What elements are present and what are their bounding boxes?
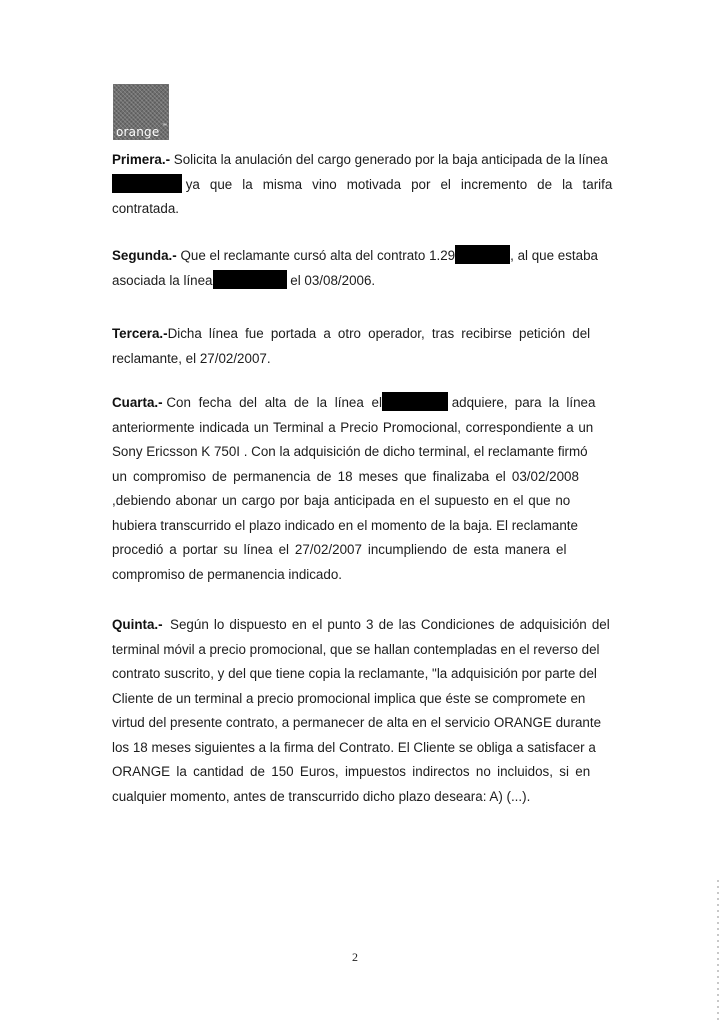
text-line xyxy=(112,269,606,294)
redaction-box xyxy=(382,392,448,411)
scan-edge-marks xyxy=(717,880,719,1020)
text-line xyxy=(112,347,606,372)
text-run: Que el reclamante cursó alta del contrato 1.29 xyxy=(180,248,456,263)
paragraph-quinta xyxy=(112,613,610,809)
text-line xyxy=(112,465,606,490)
text-line xyxy=(112,416,606,441)
text-run: los 18 meses siguientes a la firma del Contrato. El Cliente se obliga a satisfacer a xyxy=(112,739,596,755)
text-run: cualquier momento, antes de transcurrido dicho plazo deseara: A) (...). xyxy=(112,788,531,804)
page-number: 2 xyxy=(352,950,358,964)
text-run: , al que estaba xyxy=(510,248,598,263)
orange-logo xyxy=(113,84,169,140)
text-line xyxy=(112,711,606,736)
paragraph-tercera xyxy=(112,322,606,371)
text-run: un compromiso de permanencia de 18 meses que finalizaba el 03/02/2008 xyxy=(112,468,579,484)
text-run: Con fecha del alta de la línea el xyxy=(166,395,382,410)
text-line xyxy=(112,148,606,173)
text-run: ORANGE la cantidad de 150 Euros, impuestos indirectos no incluidos, si en xyxy=(112,764,591,779)
text-line xyxy=(112,563,606,588)
text-line xyxy=(112,538,606,563)
text-run: ,debiendo abonar un cargo por baja anticipada en el supuesto en el que no xyxy=(112,493,571,508)
text-run: Sony Ericsson K 750I . Con la adquisición de dicho terminal, el reclamante firmó xyxy=(112,444,588,459)
paragraph-lead: Cuarta.- xyxy=(112,395,163,410)
redaction-box xyxy=(112,174,182,193)
text-line xyxy=(112,391,606,416)
text-run: Solicita la anulación del cargo generado por la baja anticipada de la línea xyxy=(173,152,608,167)
text-run: compromiso de permanencia indicado. xyxy=(112,566,342,582)
text-line xyxy=(112,489,606,514)
paragraph-lead: Quinta.- xyxy=(112,617,163,632)
text-line xyxy=(112,173,613,198)
text-line xyxy=(112,736,606,761)
text-line xyxy=(112,785,606,810)
text-run: Según lo dispuesto en el punto 3 de las Condiciones de adquisición del xyxy=(170,617,610,632)
text-run: procedió a portar su línea el 27/02/2007 incumpliendo de esta manera el xyxy=(112,542,567,557)
text-run: adquiere, para la línea xyxy=(451,395,596,410)
text-line xyxy=(112,687,606,712)
text-run: virtud del presente contrato, a permanecer de alta en el servicio ORANGE durante xyxy=(112,715,602,730)
text-line xyxy=(112,662,606,687)
text-run: contrato suscrito, y del que tiene copia la reclamante, "la adquisición por parte del xyxy=(112,666,597,681)
text-line xyxy=(112,613,610,638)
redaction-box xyxy=(213,270,287,289)
text-run: Cliente de un terminal a precio promocional implica que éste se compromete en xyxy=(112,690,586,706)
paragraph-lead: Tercera.- xyxy=(112,326,168,341)
redaction-box xyxy=(455,245,510,264)
trademark-mark: ™ xyxy=(162,123,167,129)
text-line xyxy=(112,638,606,663)
orange-logo-text: orange xyxy=(116,125,160,139)
text-run: ya que la misma vino motivada por el incremento de la tarifa xyxy=(185,176,613,192)
text-run: anteriormente indicada un Terminal a Precio Promocional, correspondiente a un xyxy=(112,419,594,435)
paragraph-segunda xyxy=(112,244,606,293)
text-run: terminal móvil a precio promocional, que se hallan contempladas en el reverso del xyxy=(112,641,600,657)
text-run: el 03/08/2006. xyxy=(290,272,376,288)
paragraph-lead: Segunda.- xyxy=(112,248,177,263)
text-run: reclamante, el 27/02/2007. xyxy=(112,350,271,366)
paragraph-primera xyxy=(112,148,613,222)
text-line xyxy=(112,760,606,785)
text-line xyxy=(112,244,606,269)
text-line xyxy=(112,197,606,222)
text-line xyxy=(112,514,606,539)
text-run: Dicha línea fue portada a otro operador, tras recibirse petición del xyxy=(167,326,591,341)
text-run: hubiera transcurrido el plazo indicado en el momento de la baja. El reclamante xyxy=(112,517,578,533)
text-line xyxy=(112,440,606,465)
paragraph-lead: Primera.- xyxy=(112,152,171,167)
paragraph-cuarta xyxy=(112,391,606,587)
text-line xyxy=(112,322,606,347)
text-run: asociada la línea xyxy=(112,272,213,288)
text-run: contratada. xyxy=(112,201,179,216)
